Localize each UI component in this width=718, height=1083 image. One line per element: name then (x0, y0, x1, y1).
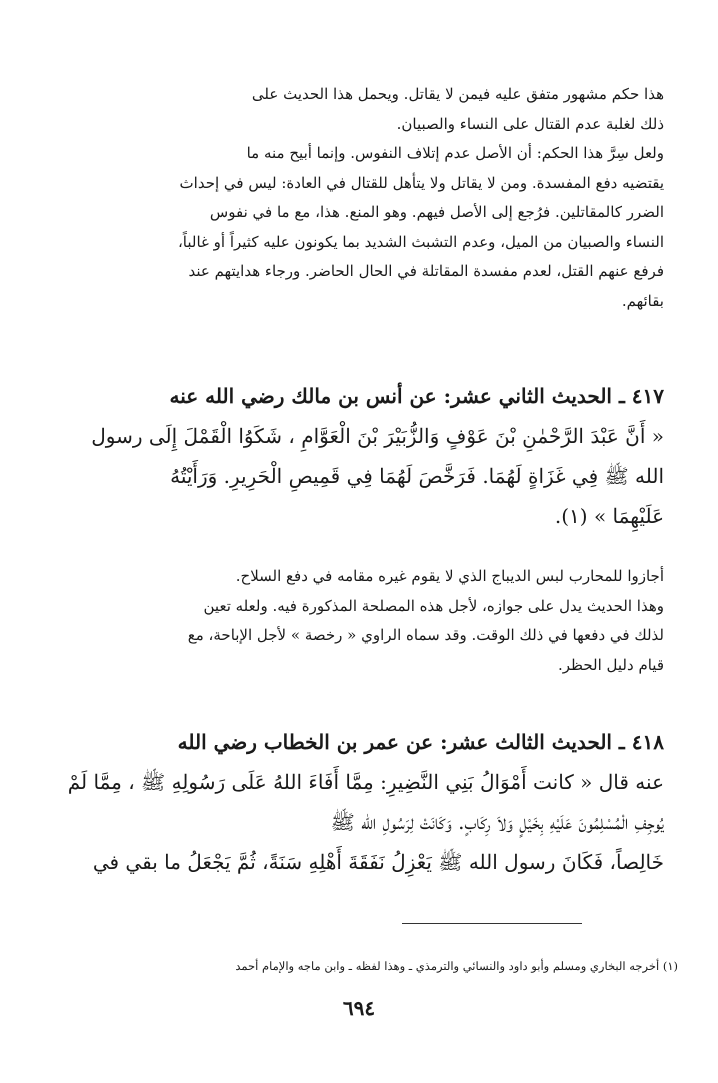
paragraph3-line: وهذا الحديث يدل على جوازه، لأجل هذه المصلحة المذكورة فيه. ولعله تعين (203, 596, 664, 615)
paragraph2-line: فرفع عنهم القتل، لعدم مفسدة المقاتلة في الحال الحاضر. ورجاء هدايتهم عند (188, 262, 664, 280)
paragraph1-line: هذا حكم مشهور متفق عليه فيمن لا يقاتل. ويحمل هذا الحديث على (251, 85, 664, 103)
paragraph2-line: ولعل سِرَّ هذا الحكم: أن الأصل عدم إتلاف النفوس. وإنما أبيح منه ما (246, 144, 664, 162)
paragraph3-line: لذلك في دفعها في ذلك الوقت. وقد سماه الراوي « رخصة » لأجل الإباحة، مع (187, 626, 664, 644)
footnote-divider (402, 923, 582, 924)
paragraph2-line: بقائهم. (621, 291, 664, 310)
paragraph2-line: النساء والصبيان من الميل، وعدم التشبث الشديد بما يكونون عليه كثيراً أو غالباً، (177, 232, 664, 251)
paragraph2-line: يقتضيه دفع المفسدة. ومن لا يقاتل ولا يتأهل للقتال في العادة: ليس في إحداث (179, 173, 664, 192)
hadith-417-heading: ٤١٧ ـ الحديث الثاني عشر: عن أنس بن مالك رضي الله عنه (169, 384, 664, 408)
commentary-block-1 (52, 80, 664, 316)
page-number: ٦٩٤ (342, 996, 376, 1020)
hadith-418-text-line: خَالِصاً، فَكَانَ رسول الله ﷺ يَعْزِلُ نَفَقَةَ أَهْلِهِ سَنَةً، ثُمَّ يَجْعَلُ ما بقي في (92, 850, 664, 874)
hadith-417-text-line: عَلَيْهِمَا » (١). (554, 504, 664, 528)
hadith-417 (52, 376, 664, 536)
paragraph3-line: قيام دليل الحظر. (558, 655, 664, 674)
commentary-block-2 (52, 562, 664, 680)
hadith-418-text-line: يُوجِفِ الْمُسْلِمُونَ عَلَيْهِ بِخَيْلٍ وَلاَ رِكَابٍ. وَكَانَتْ لِرَسُولِ الله ﷺ (330, 810, 664, 834)
paragraph3-line: أجازوا للمحارب لبس الديباج الذي لا يقوم غيره مقامه في دفع السلاح. (235, 567, 664, 585)
paragraph1-line: ذلك لغلبة عدم القتال على النساء والصبيان. (396, 114, 664, 133)
footnote: (١) أخرجه البخاري ومسلم وأبو داود والنسائي والترمذي ـ وهذا لفظه ـ وابن ماجه والإمام أحمد (235, 959, 678, 973)
hadith-418-heading: ٤١٨ ـ الحديث الثالث عشر: عن عمر بن الخطاب رضي الله (177, 730, 664, 754)
hadith-418 (52, 722, 664, 882)
hadith-417-text-line: الله ﷺ فِي غَزَاةٍ لَهُمَا. فَرَخَّصَ لَهُمَا فِي قَمِيصِ الْحَرِيرِ. وَرَأَيْتُهُ (170, 464, 664, 488)
paragraph2-line: الضرر كالمقاتلين. فرُجع إلى الأصل فيهم. وهو المنع. هذا، مع ما في نفوس (209, 203, 664, 221)
hadith-417-text-line: « أَنَّ عَبْدَ الرَّحْمٰنِ بْنَ عَوْفٍ وَالزُّبَيْرَ بْنَ الْعَوَّامِ ، شَكَوُا الْقَمْلَ إِلَى رسول (91, 424, 664, 448)
hadith-418-text-line: عنه قال « كانت أَمْوَالُ بَنِي النَّضِيرِ: مِمَّا أَفَاءَ اللهُ عَلَى رَسُولِهِ ﷺ ، مِمَّا لَمْ (67, 770, 664, 794)
